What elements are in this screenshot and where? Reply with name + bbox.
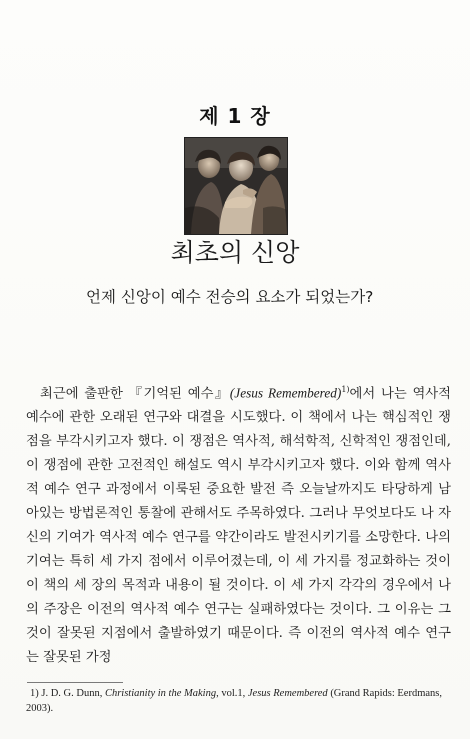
body-paragraph <box>26 378 451 670</box>
footnote-book-subtitle: Jesus Remembered <box>247 688 328 699</box>
body-text-before-book: 최근에 출판한 『기억된 예수』 <box>40 386 230 402</box>
footnote-divider <box>27 682 123 683</box>
footnote-marker: 1) <box>30 688 39 699</box>
chapter-subtitle: 언제 신앙이 예수 전승의 요소가 되었는가? <box>86 288 374 306</box>
book-title-english: (Jesus Remembered) <box>229 385 342 401</box>
chapter-illustration <box>184 137 288 235</box>
footnote-book-title: Christianity in the Making <box>104 688 217 699</box>
footnote-reference: 1) <box>341 385 350 394</box>
footnote-author: J. D. G. Dunn, <box>41 688 103 699</box>
footnote-publication: (Grand Rapids: Eerdmans, 2003). <box>26 688 442 714</box>
chapter-title: 최초의 신앙 <box>170 238 300 267</box>
body-text-after-book: 에서 나는 역사적 예수에 관한 오래된 연구와 대결을 시도했다. 이 책에서 나는 핵심적인 쟁점을 부각시키고자 했다. 이 쟁점은 역사적, 해석학적, 신학적인 쟁점인데, 이 쟁점에 관한 고전적인 해설도 역시 부각시키고자 했다. 이와 함께 역사적 예수 연구 과정에서 이룩된 중요한 발전 즉 오늘날까지도 타당하게 남아있는 방법론적인 통찰에 관해서도 주목하였다. 그러나 무엇보다도 나 자신의 기여가 역사적 예수 연구를 약간이라도 발전시키기를 소망한다. 나의 기여는 특히 세 가지 점에서 이루어졌는데, 이 세 가지를 정교화하는 것이 이 책의 세 장의 목적과 내용이 될 것이다. 이 세 가지 각각의 경우에서 나의 주장은 이전의 역사적 예수 연구는 실패하였다는 것이다. 그 이유는 그것이 잘못된 지점에서 출발하였기 때문이다. 즉 이전의 역사적 예수 연구는 잘못된 가정 <box>26 386 451 666</box>
footnote-volume: , vol.1, <box>216 688 246 699</box>
chapter-number: 제 1 장 <box>199 104 271 128</box>
footnote <box>26 686 451 716</box>
painting-image <box>185 138 287 234</box>
